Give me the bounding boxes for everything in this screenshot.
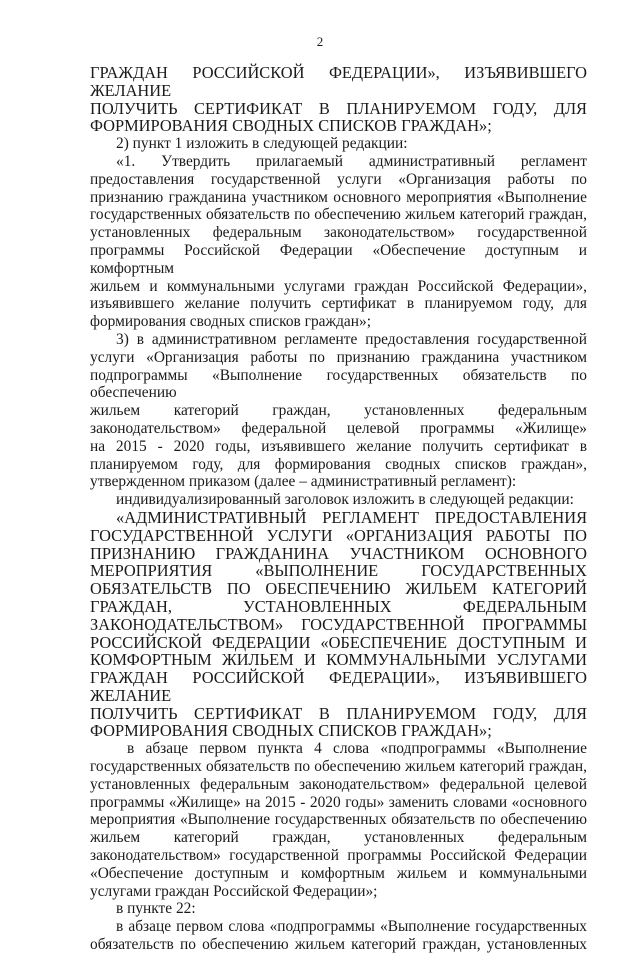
- text-line: государственных обязательств по обеспечению жильем категорий граждан,: [90, 758, 587, 776]
- text-line: подпрограммы «Выполнение государственных обязательств по обеспечению: [90, 366, 587, 402]
- text-line: мероприятия «Выполнение государственных обязательств по обеспечению: [90, 811, 587, 829]
- text-line: жильем категорий граждан, установленных федеральным: [90, 402, 587, 420]
- text-line: изъявившего желание получить сертификат в планируемом году, для: [90, 295, 587, 313]
- text-line: услугами граждан Российской Федерации»;: [90, 882, 378, 900]
- text-line: «АДМИНИСТРАТИВНЫЙ РЕГЛАМЕНТ ПРЕДОСТАВЛЕНИЯ: [116, 507, 587, 527]
- text-line: «Обеспечение доступным и комфортным жильем и коммунальными: [90, 864, 587, 882]
- text-line: в абзаце первом слова «подпрограммы «Выполнение государственных: [116, 918, 587, 936]
- text-line: законодательством» государственной программы Российской Федерации: [90, 847, 587, 865]
- text-line: установленных федеральным законодательством» государственной: [90, 224, 587, 242]
- text-line: ФОРМИРОВАНИЯ СВОДНЫХ СПИСКОВ ГРАЖДАН»;: [90, 116, 492, 136]
- text-line: ПОЛУЧИТЬ СЕРТИФИКАТ В ПЛАНИРУЕМОМ ГОДУ, ДЛЯ: [90, 703, 587, 723]
- text-line: программы Российской Федерации «Обеспечение доступным и комфортным: [90, 241, 587, 277]
- text-line: 2) пункт 1 изложить в следующей редакции:: [116, 135, 408, 153]
- text-line: программы «Жилище» на 2015 - 2020 годы» заменить словами «основного: [90, 793, 587, 811]
- text-line: ФОРМИРОВАНИЯ СВОДНЫХ СПИСКОВ ГРАЖДАН»;: [90, 721, 492, 741]
- text-line: ОБЯЗАТЕЛЬСТВ ПО ОБЕСПЕЧЕНИЮ ЖИЛЬЕМ КАТЕГОРИЙ: [90, 579, 587, 599]
- document-body: [90, 64, 587, 954]
- text-line: жильем и коммунальными услугами граждан Российской Федерации»,: [90, 277, 587, 295]
- text-line: 3) в административном регламенте предоставления государственной: [116, 330, 587, 348]
- text-line: услуги «Организация работы по признанию гражданина участником: [90, 348, 587, 366]
- text-line: планируемом году, для формирования сводных списков граждан»,: [90, 455, 587, 473]
- text-line: жильем категорий граждан, установленных федеральным: [90, 829, 587, 847]
- text-line: ПРИЗНАНИЮ ГРАЖДАНИНА УЧАСТНИКОМ ОСНОВНОГО: [90, 543, 587, 563]
- text-line: признанию гражданина участником основного мероприятия «Выполнение: [90, 188, 587, 206]
- text-line: установленных федеральным законодательством» федеральной целевой: [90, 775, 587, 793]
- text-line: утвержденном приказом (далее – административный регламент):: [90, 473, 517, 491]
- text-line: ЗАКОНОДАТЕЛЬСТВОМ» ГОСУДАРСТВЕННОЙ ПРОГРАММЫ: [90, 614, 587, 634]
- text-line: «1. Утвердить прилагаемый административный регламент: [116, 152, 587, 170]
- text-line: РОССИЙСКОЙ ФЕДЕРАЦИИ «ОБЕСПЕЧЕНИЕ ДОСТУПНЫМ И: [90, 632, 587, 652]
- text-line: обязательств по обеспечению жильем категорий граждан, установленных: [90, 936, 587, 954]
- text-line: ГОСУДАРСТВЕННОЙ УСЛУГИ «ОРГАНИЗАЦИЯ РАБОТЫ ПО: [90, 525, 587, 545]
- text-line: ГРАЖДАН РОССИЙСКОЙ ФЕДЕРАЦИИ», ИЗЪЯВИВШЕГО ЖЕЛАНИЕ: [90, 63, 587, 100]
- text-line: ГРАЖДАН РОССИЙСКОЙ ФЕДЕРАЦИИ», ИЗЪЯВИВШЕГО ЖЕЛАНИЕ: [90, 668, 587, 705]
- text-line: ГРАЖДАН, УСТАНОВЛЕННЫХ ФЕДЕРАЛЬНЫМ: [90, 596, 587, 616]
- text-line: в абзаце первом пункта 4 слова «подпрограммы «Выполнение: [127, 740, 587, 758]
- text-line: формирования сводных списков граждан»;: [90, 313, 371, 331]
- text-line: в пункте 22:: [116, 900, 196, 918]
- text-line: КОМФОРТНЫМ ЖИЛЬЕМ И КОММУНАЛЬНЫМИ УСЛУГАМИ: [90, 650, 587, 670]
- text-line: МЕРОПРИЯТИЯ «ВЫПОЛНЕНИЕ ГОСУДАРСТВЕННЫХ: [90, 561, 587, 581]
- text-line: ПОЛУЧИТЬ СЕРТИФИКАТ В ПЛАНИРУЕМОМ ГОДУ, ДЛЯ: [90, 98, 587, 118]
- page-number: 2: [316, 34, 324, 49]
- text-line: государственных обязательств по обеспечению жильем категорий граждан,: [90, 206, 587, 224]
- text-line: предоставления государственной услуги «Организация работы по: [90, 170, 587, 188]
- text-line: на 2015 - 2020 годы, изъявившего желание получить сертификат в: [90, 437, 587, 455]
- text-line: индивидуализированный заголовок изложить в следующей редакции:: [116, 491, 574, 509]
- text-line: законодательством» федеральной целевой программы «Жилище»: [90, 419, 587, 437]
